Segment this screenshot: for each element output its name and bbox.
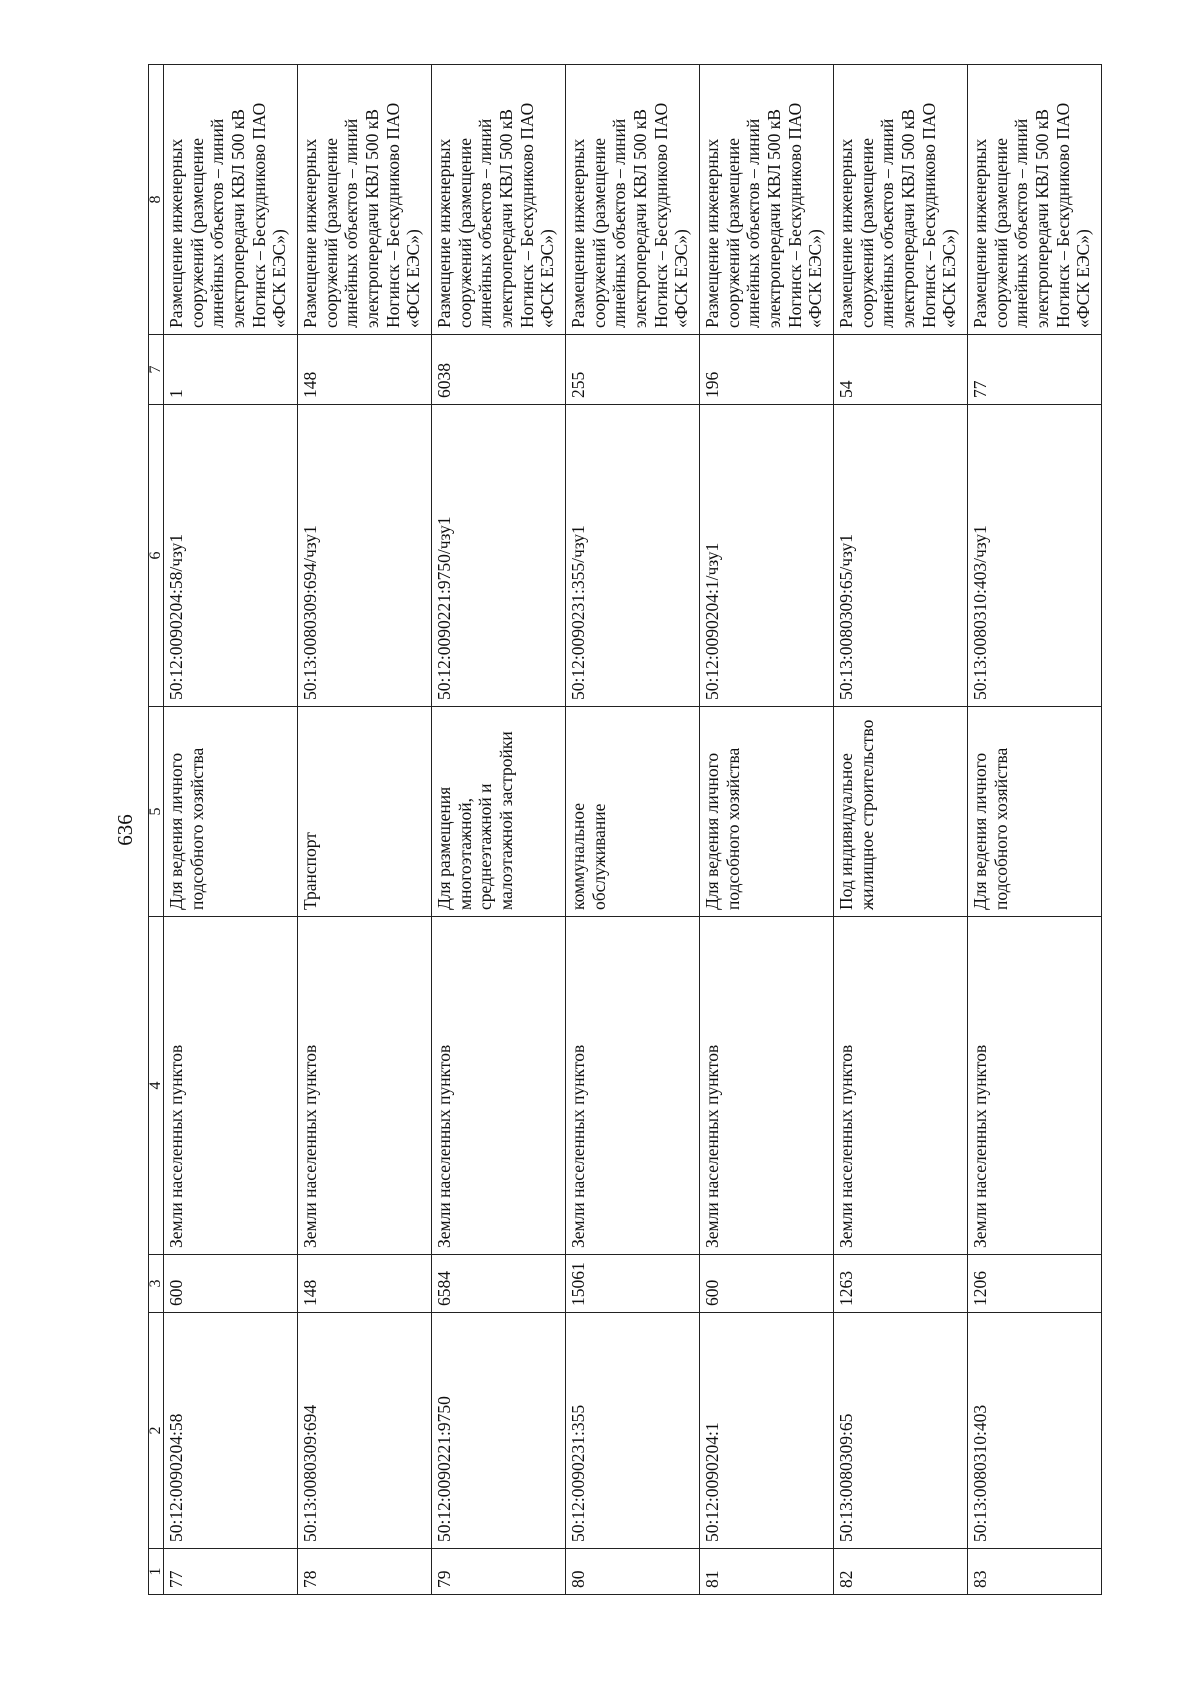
cadastral-number-cell: 50:12:0090221:9750 bbox=[432, 1313, 566, 1549]
plot-part-cell: 50:12:0090231:355/чзу1 bbox=[566, 405, 700, 707]
part-area-cell: 148 bbox=[298, 335, 432, 405]
land-category-cell: Земли населенных пунктов bbox=[834, 917, 968, 1255]
land-category-cell: Земли населенных пунктов bbox=[968, 917, 1102, 1255]
purpose-cell: Размещение инженерных сооружений (размещение линейных объектов – линий электропередачи КВЛ 500 кВ Ногинск – Бескудниково ПАО «ФСК ЕЭС») bbox=[298, 65, 432, 335]
permitted-use-cell: коммунальное обслуживание bbox=[566, 707, 700, 917]
permitted-use-cell: Для ведения личного подсобного хозяйства bbox=[164, 707, 298, 917]
land-category-cell: Земли населенных пунктов bbox=[164, 917, 298, 1255]
area-cell: 1263 bbox=[834, 1255, 968, 1313]
area-cell: 6584 bbox=[432, 1255, 566, 1313]
land-plots-table bbox=[148, 64, 1102, 1595]
part-area-cell: 196 bbox=[700, 335, 834, 405]
area-cell: 1206 bbox=[968, 1255, 1102, 1313]
part-area-cell: 255 bbox=[566, 335, 700, 405]
purpose-cell: Размещение инженерных сооружений (размещение линейных объектов – линий электропередачи КВЛ 500 кВ Ногинск – Бескудниково ПАО «ФСК ЕЭС») bbox=[834, 65, 968, 335]
cadastral-number-cell: 50:12:0090231:355 bbox=[566, 1313, 700, 1549]
column-header: 6 bbox=[149, 405, 164, 707]
permitted-use-cell: Для ведения личного подсобного хозяйства bbox=[700, 707, 834, 917]
permitted-use-cell: Для размещения многоэтажной, среднеэтажной и малоэтажной застройки bbox=[432, 707, 566, 917]
permitted-use-cell: Под индивидуальное жилищное строительство bbox=[834, 707, 968, 917]
table-row bbox=[968, 65, 1102, 1595]
purpose-cell: Размещение инженерных сооружений (размещение линейных объектов – линий электропередачи КВЛ 500 кВ Ногинск – Бескудниково ПАО «ФСК ЕЭС») bbox=[164, 65, 298, 335]
column-header: 8 bbox=[149, 65, 164, 335]
rotated-page-content bbox=[110, 65, 1094, 1595]
cadastral-number-cell: 50:13:0080309:694 bbox=[298, 1313, 432, 1549]
column-header: 5 bbox=[149, 707, 164, 917]
land-category-cell: Земли населенных пунктов bbox=[432, 917, 566, 1255]
part-area-cell: 77 bbox=[968, 335, 1102, 405]
plot-part-cell: 50:13:0080310:403/чзу1 bbox=[968, 405, 1102, 707]
part-area-cell: 6038 bbox=[432, 335, 566, 405]
land-category-cell: Земли населенных пунктов bbox=[298, 917, 432, 1255]
cadastral-number-cell: 50:13:0080310:403 bbox=[968, 1313, 1102, 1549]
table-row bbox=[298, 65, 432, 1595]
table-row bbox=[834, 65, 968, 1595]
row-number-cell: 80 bbox=[566, 1549, 700, 1595]
row-number-cell: 83 bbox=[968, 1549, 1102, 1595]
plot-part-cell: 50:13:0080309:65/чзу1 bbox=[834, 405, 968, 707]
page-number: 636 bbox=[113, 814, 137, 846]
purpose-cell: Размещение инженерных сооружений (размещение линейных объектов – линий электропередачи КВЛ 500 кВ Ногинск – Бескудниково ПАО «ФСК ЕЭС») bbox=[700, 65, 834, 335]
row-number-cell: 77 bbox=[164, 1549, 298, 1595]
table-row bbox=[432, 65, 566, 1595]
row-number-cell: 78 bbox=[298, 1549, 432, 1595]
cadastral-number-cell: 50:12:0090204:58 bbox=[164, 1313, 298, 1549]
table-row bbox=[566, 65, 700, 1595]
column-header: 2 bbox=[149, 1313, 164, 1549]
cadastral-number-cell: 50:13:0080309:65 bbox=[834, 1313, 968, 1549]
purpose-cell: Размещение инженерных сооружений (размещение линейных объектов – линий электропередачи КВЛ 500 кВ Ногинск – Бескудниково ПАО «ФСК ЕЭС») bbox=[968, 65, 1102, 335]
part-area-cell: 1 bbox=[164, 335, 298, 405]
plot-part-cell: 50:12:0090204:1/чзу1 bbox=[700, 405, 834, 707]
table-row bbox=[700, 65, 834, 1595]
area-cell: 600 bbox=[164, 1255, 298, 1313]
column-header: 1 bbox=[149, 1549, 164, 1595]
land-category-cell: Земли населенных пунктов bbox=[566, 917, 700, 1255]
area-cell: 148 bbox=[298, 1255, 432, 1313]
column-header: 4 bbox=[149, 917, 164, 1255]
plot-part-cell: 50:12:0090204:58/чзу1 bbox=[164, 405, 298, 707]
land-category-cell: Земли населенных пунктов bbox=[700, 917, 834, 1255]
cadastral-number-cell: 50:12:0090204:1 bbox=[700, 1313, 834, 1549]
purpose-cell: Размещение инженерных сооружений (размещение линейных объектов – линий электропередачи КВЛ 500 кВ Ногинск – Бескудниково ПАО «ФСК ЕЭС») bbox=[566, 65, 700, 335]
part-area-cell: 54 bbox=[834, 335, 968, 405]
purpose-cell: Размещение инженерных сооружений (размещение линейных объектов – линий электропередачи КВЛ 500 кВ Ногинск – Бескудниково ПАО «ФСК ЕЭС») bbox=[432, 65, 566, 335]
table-row bbox=[164, 65, 298, 1595]
row-number-cell: 82 bbox=[834, 1549, 968, 1595]
column-header: 3 bbox=[149, 1255, 164, 1313]
area-cell: 600 bbox=[700, 1255, 834, 1313]
column-number-row bbox=[149, 65, 164, 1595]
plot-part-cell: 50:12:0090221:9750/чзу1 bbox=[432, 405, 566, 707]
row-number-cell: 79 bbox=[432, 1549, 566, 1595]
permitted-use-cell: Для ведения личного подсобного хозяйства bbox=[968, 707, 1102, 917]
permitted-use-cell: Транспорт bbox=[298, 707, 432, 917]
area-cell: 15061 bbox=[566, 1255, 700, 1313]
row-number-cell: 81 bbox=[700, 1549, 834, 1595]
column-header: 7 bbox=[149, 335, 164, 405]
plot-part-cell: 50:13:0080309:694/чзу1 bbox=[298, 405, 432, 707]
